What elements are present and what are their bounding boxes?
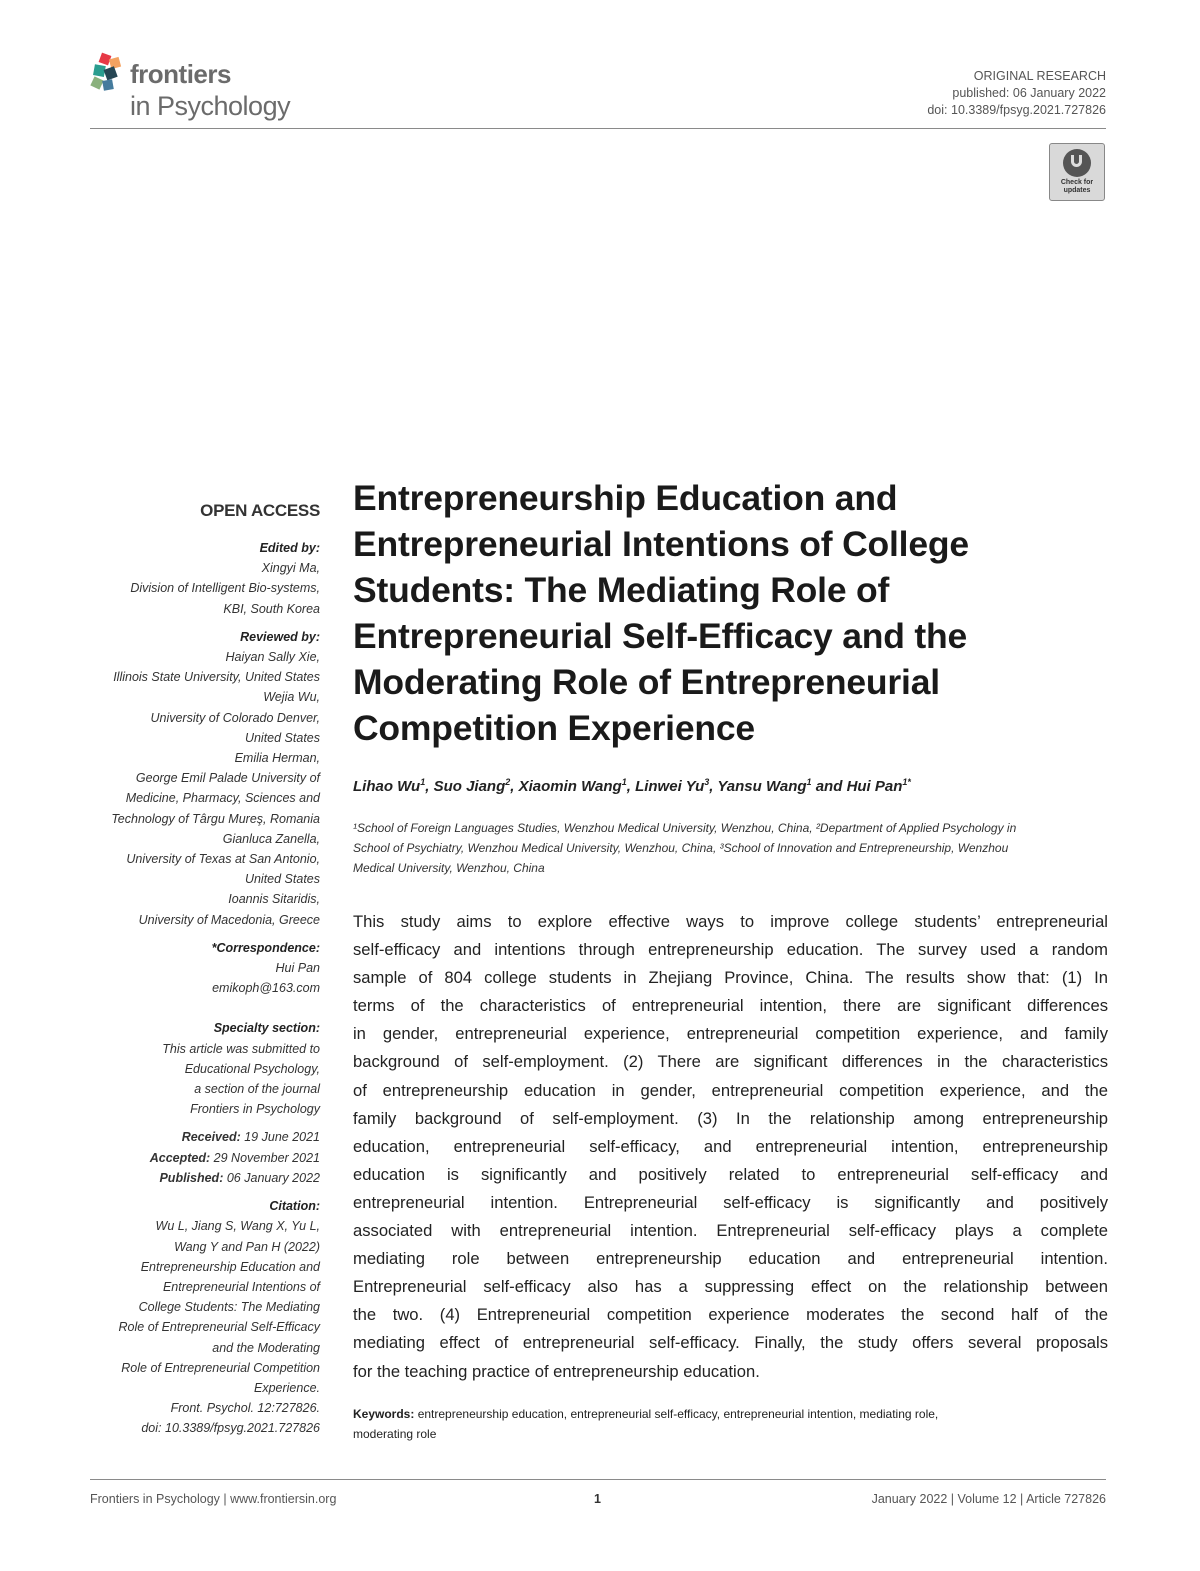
received-date: Received: 19 June 2021	[181, 1130, 320, 1145]
abstract-line: sample of 804 college students in Zhejiang Province, China. The results show that: (1) In	[353, 968, 1108, 988]
reviewer-line: Ioannis Sitaridis,	[228, 892, 320, 907]
author-name[interactable]: Lihao Wu	[353, 778, 421, 795]
reviewer-line: Gianluca Zanella,	[222, 831, 320, 846]
reviewer-line: United States	[244, 872, 320, 887]
journal-logo	[90, 50, 320, 125]
check-updates-label: Check for updates	[1060, 179, 1094, 194]
check-updates-icon	[1063, 149, 1091, 177]
frontiers-logo-icon	[90, 52, 130, 94]
affiliation-line: ¹School of Foreign Languages Studies, Wenzhou Medical University, Wenzhou, China, ²Department of Applied Psychology in	[353, 821, 1017, 835]
author-name[interactable]: Xiaomin Wang	[518, 778, 622, 795]
abstract-line: in gender, entrepreneurial experience, entrepreneurial competition experience, and family	[353, 1024, 1108, 1044]
reviewer-line: University of Texas at San Antonio,	[126, 852, 320, 867]
logo-block	[90, 76, 103, 89]
author-affiliation-marker: 1	[806, 777, 812, 787]
abstract-line: self-efficacy and intentions through entrepreneurship education. The survey used a random	[353, 940, 1108, 960]
journal-name: in Psychology	[130, 91, 291, 121]
abstract-line: education is significantly and positively related to entrepreneurial self-efficacy and	[353, 1164, 1108, 1184]
reviewer-line: Technology of Târgu Mureş, Romania	[111, 811, 320, 826]
author-name[interactable]: Yansu Wang	[717, 778, 807, 795]
affiliation-line: School of Psychiatry, Wenzhou Medical University, Wenzhou, China, ³School of Innovation and Entrepreneurship, Wenzhou	[353, 841, 1009, 855]
abstract-line: This study aims to explore effective ways to improve college students’ entrepreneurial	[353, 912, 1108, 931]
reviewer-line: Wejia Wu,	[263, 690, 320, 705]
title-line: Moderating Role of Entrepreneurial	[353, 662, 940, 702]
check-for-updates-badge[interactable]	[1049, 143, 1105, 201]
author-affiliation-marker: 2	[505, 777, 511, 787]
abstract-line: background of self-employment. (2) There are significant differences in the characteristics	[353, 1052, 1108, 1072]
abstract-line: family background of self-employment. (3) In the relationship among entrepreneurship	[353, 1108, 1108, 1128]
edited-by-label: Edited by:	[259, 541, 320, 555]
citation-line: Role of Entrepreneurial Self-Efficacy	[118, 1320, 320, 1335]
editor-line: Xingyi Ma,	[261, 561, 320, 576]
footer-divider	[90, 1479, 1106, 1480]
reviewer-line: United States	[244, 730, 320, 745]
logo-block	[104, 66, 118, 80]
reviewer-line: University of Colorado Denver,	[150, 710, 320, 725]
citation-line: Role of Entrepreneurial Competition	[121, 1360, 320, 1375]
logo-block	[109, 57, 121, 69]
author-affiliation-marker: 1*	[902, 777, 911, 787]
abstract-line: the two. (4) Entrepreneurial competition experience moderates the second half of the	[353, 1305, 1108, 1325]
citation-line: Entrepreneurship Education and	[140, 1259, 320, 1274]
citation-line: Entrepreneurial Intentions of	[162, 1279, 320, 1294]
keywords-text: entrepreneurship education, entrepreneurial self-efficacy, entrepreneurial intention, mediating role,	[417, 1407, 939, 1421]
abstract-line: for the teaching practice of entrepreneurship education.	[353, 1361, 760, 1381]
reviewed-by-label: Reviewed by:	[240, 629, 320, 644]
reviewer-line: University of Macedonia, Greece	[138, 912, 320, 927]
abstract-line: mediating effect of entrepreneurial self-efficacy. Finally, the study offers several proposals	[353, 1333, 1108, 1353]
header-divider	[90, 128, 1106, 129]
article-type: ORIGINAL RESEARCH	[973, 69, 1106, 83]
specialty-label: Specialty section:	[213, 1021, 320, 1036]
page-number: 1	[594, 1492, 601, 1506]
abstract-line: education, entrepreneurial self-efficacy, and entrepreneurial intention, entrepreneurship	[353, 1136, 1108, 1156]
citation-line: Front. Psychol. 12:727826.	[170, 1401, 320, 1416]
doi[interactable]: doi: 10.3389/fpsyg.2021.727826	[927, 103, 1106, 117]
specialty-line: This article was submitted to	[162, 1041, 320, 1056]
author-affiliation-marker: 1	[420, 777, 426, 787]
citation-line: and the Moderating	[212, 1340, 320, 1355]
affiliations	[353, 818, 1109, 878]
footer-journal[interactable]: Frontiers in Psychology | www.frontiersin.org	[90, 1492, 337, 1506]
keywords-label: Keywords:	[353, 1407, 415, 1421]
abstract-line: of entrepreneurship education in gender, entrepreneurial competition experience, and the	[353, 1080, 1108, 1100]
open-access-label: OPEN ACCESS	[200, 501, 320, 520]
citation-line: Experience.	[253, 1380, 320, 1395]
title-line: Entrepreneurial Self-Efficacy and the	[353, 616, 968, 656]
logo-block	[102, 79, 114, 91]
citation-label: Citation:	[269, 1199, 320, 1214]
reviewer-line: Illinois State University, United States	[113, 670, 320, 685]
abstract-line: terms of the characteristics of entrepreneurial intention, there are significant differences	[353, 996, 1108, 1016]
sidebar	[86, 500, 320, 1439]
author-affiliation-marker: 1	[621, 777, 627, 787]
affiliation-line: Medical University, Wenzhou, China	[353, 861, 545, 875]
correspondence-line: emikoph@163.com	[212, 981, 320, 996]
reviewer-line: Medicine, Pharmacy, Sciences and	[125, 791, 320, 806]
author-affiliation-marker: 3	[704, 777, 710, 787]
footer-issue: January 2022 | Volume 12 | Article 727826	[871, 1492, 1106, 1506]
brand-name: frontiers	[130, 59, 231, 89]
title-line: Competition Experience	[353, 708, 755, 748]
citation-line: Wu L, Jiang S, Wang X, Yu L,	[155, 1219, 320, 1234]
reviewer-line: Haiyan Sally Xie,	[225, 650, 320, 665]
editor-line: Division of Intelligent Bio-systems,	[130, 581, 320, 596]
author-name[interactable]: Suo Jiang	[433, 778, 506, 795]
correspondence-list	[86, 958, 320, 998]
accepted-date: Accepted: 29 November 2021	[149, 1150, 320, 1165]
author-name[interactable]: Linwei Yu	[635, 778, 705, 795]
title-line: Students: The Mediating Role of	[353, 570, 890, 610]
citation-line: Wang Y and Pan H (2022)	[174, 1239, 320, 1254]
specialty-line: Educational Psychology,	[184, 1061, 320, 1076]
article-meta	[927, 68, 1106, 119]
reviewer-line: George Emil Palade University of	[135, 771, 320, 786]
logo-block	[99, 53, 112, 66]
specialty-list	[86, 1039, 320, 1120]
published-date: published: 06 January 2022	[952, 86, 1106, 100]
correspondence-line: Hui Pan	[275, 961, 320, 976]
specialty-line: Frontiers in Psychology	[190, 1102, 320, 1117]
title-line: Entrepreneurship Education and	[353, 478, 898, 518]
correspondence-label: *Correspondence:	[211, 940, 320, 955]
author-list: Lihao Wu$^1$, Suo Jiang$^2$, Xiaomin Wang$^1$, Linwei Yu$^3$, Yansu Wang$^1$ and Hui Pan$^{1*}$	[353, 777, 911, 795]
abstract	[353, 908, 1108, 1386]
reviewer-line: Emilia Herman,	[234, 751, 320, 766]
editor-line: KBI, South Korea	[223, 601, 320, 616]
keywords-text-cont: moderating role	[353, 1427, 437, 1441]
abstract-line: Entrepreneurial self-efficacy also has a suppressing effect on the relationship between	[353, 1277, 1108, 1297]
reviewer-list	[86, 647, 320, 930]
abstract-line: mediating role between entrepreneurship education and entrepreneurial intention.	[353, 1249, 1108, 1269]
citation-text	[86, 1216, 320, 1438]
editor-list	[86, 558, 320, 619]
abstract-line: entrepreneurial intention. Entrepreneurial self-efficacy is significantly and positively	[353, 1192, 1108, 1212]
citation-line: College Students: The Mediating	[138, 1300, 320, 1315]
author-name[interactable]: Hui Pan	[846, 778, 903, 795]
title-line: Entrepreneurial Intentions of College	[353, 524, 969, 564]
citation-line: doi: 10.3389/fpsyg.2021.727826	[141, 1421, 320, 1436]
specialty-line: a section of the journal	[194, 1082, 320, 1097]
abstract-line: associated with entrepreneurial intention. Entrepreneurial self-efficacy plays a complete	[353, 1221, 1108, 1241]
article-title	[353, 475, 1113, 751]
keywords	[353, 1404, 1108, 1444]
published-date-sidebar: Published: 06 January 2022	[159, 1170, 320, 1185]
